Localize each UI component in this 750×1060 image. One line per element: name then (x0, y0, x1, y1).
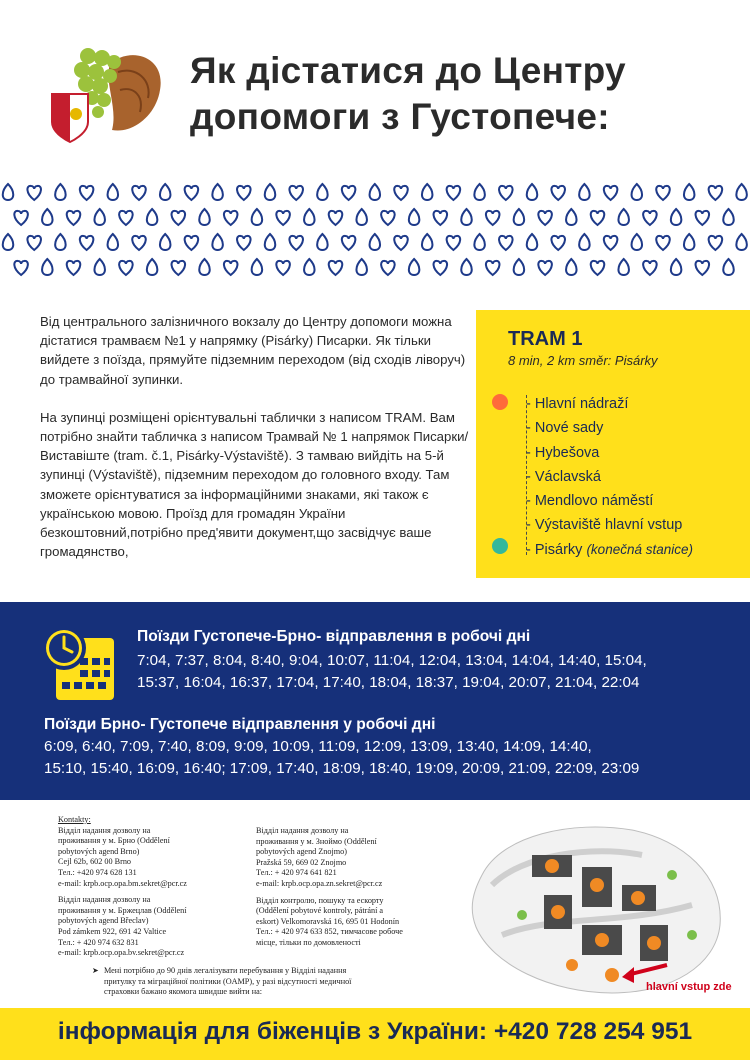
pattern-shape (474, 234, 485, 250)
pattern-shape (119, 211, 133, 225)
arrow-icon: ➤ (92, 966, 99, 975)
pattern-shape (132, 236, 146, 250)
pattern-shape (736, 184, 747, 200)
footer-bar (0, 1008, 750, 1060)
pattern-shape (27, 186, 41, 200)
times-line: 7:04, 7:37, 8:04, 8:40, 9:04, 10:07, 11:04, 12:04, 13:04, 14:04, 14:40, 15:04, (137, 652, 647, 669)
pattern-shape (42, 209, 53, 225)
pattern-shape (381, 211, 395, 225)
pattern-shape (55, 184, 66, 200)
contact-line: місце, тільки по домовленості (256, 937, 361, 947)
start-marker-icon (492, 394, 508, 410)
contacts-heading: Kontakty: (58, 815, 91, 824)
pattern-shape (696, 261, 710, 275)
pattern-shape (671, 209, 682, 225)
pattern-shape (643, 261, 657, 275)
end-marker-icon (492, 538, 508, 554)
tram-subtitle: 8 min, 2 km směr: Pisárky (508, 353, 658, 368)
train-schedule-band (0, 602, 750, 800)
tram-stop: - Hlavní nádraží (526, 396, 629, 412)
pattern-shape (422, 234, 433, 250)
pattern-shape (656, 236, 670, 250)
pattern-shape (342, 186, 356, 200)
contact-line: Тел.: + 420 974 632 831 (58, 937, 139, 947)
contact-line: Відділ контролю, пошуку та ескорту (256, 895, 384, 905)
pattern-shape (147, 209, 158, 225)
pattern-shape (409, 209, 420, 225)
contact-email[interactable]: e-mail: krpb.ocp.opa.bm.sekret@pcr.cz (58, 878, 187, 888)
schedule-title-brno-hustopece: Поїзди Брно- Густопече відправлення у робочі дні (44, 716, 436, 733)
pattern-shape (329, 261, 343, 275)
pattern-shape (119, 261, 133, 275)
pattern-shape (370, 184, 381, 200)
pattern-shape (224, 211, 238, 225)
pattern-shape (447, 186, 461, 200)
pattern-shape (252, 259, 263, 275)
contact-line: Відділ надання дозволу на (256, 826, 349, 835)
contact-line: Cejl 62b, 602 00 Brno (58, 857, 132, 867)
times-line: 15:10, 15:40, 16:09, 16:40; 17:09, 17:40, 18:09, 18:40, 19:09, 20:09, 21:09, 22:09, 23:09 (44, 760, 640, 777)
contact-line: Відділ надання дозволу на (58, 895, 151, 905)
pattern-shape (604, 236, 618, 250)
pattern-shape (486, 211, 500, 225)
pattern-shape (160, 234, 171, 250)
title-line-2: допомоги з Густопече: (190, 96, 610, 137)
contact-email[interactable]: e-mail: krpb.ocp.opa.bv.sekret@pcr.cz (58, 948, 185, 958)
pattern-shape (381, 261, 395, 275)
pattern-shape (696, 211, 710, 225)
pattern-shape (709, 186, 723, 200)
pattern-shape (461, 259, 472, 275)
pattern-shape (342, 236, 356, 250)
pattern-shape (527, 234, 538, 250)
contact-line: проживання у м. Брно (Oddělení (58, 836, 170, 846)
pattern-shape (289, 186, 303, 200)
times-line: 15:37, 16:04, 16:37, 17:04, 17:40, 18:04, 18:37, 19:04, 20:07, 21:04, 22:04 (137, 674, 640, 691)
contacts-left (58, 815, 238, 965)
map-entrance-label: hlavní vstup zde (646, 981, 732, 993)
pattern-shape (551, 186, 565, 200)
pattern-shape (604, 186, 618, 200)
pattern-shape (736, 234, 747, 250)
pattern-shape (199, 209, 210, 225)
final-stop-note: (konečná stanice) (586, 541, 693, 557)
pattern-shape (3, 234, 14, 250)
oamp-note (92, 966, 404, 998)
clock-calendar-icon (40, 624, 118, 704)
pattern-shape (709, 236, 723, 250)
pattern-shape (394, 186, 408, 200)
pattern-shape (723, 259, 734, 275)
times-line: 6:09, 6:40, 7:09, 7:40, 8:09, 9:09, 10:09, 11:09, 12:09, 13:09, 13:40, 14:09, 14:40, (44, 738, 592, 755)
pattern-shape (499, 236, 513, 250)
pattern-shape (394, 236, 408, 250)
pattern-shape (147, 259, 158, 275)
pattern-shape (237, 236, 251, 250)
contact-breclav (58, 895, 238, 959)
pattern-shape (185, 186, 199, 200)
pattern-shape (67, 211, 81, 225)
pattern-shape (591, 211, 605, 225)
pattern-shape (252, 209, 263, 225)
page-title (190, 48, 730, 140)
pattern-shape (317, 184, 328, 200)
pattern-shape (566, 259, 577, 275)
final-stop-name: - Pisárky (526, 541, 583, 558)
pattern-shape (304, 259, 315, 275)
pattern-shape (514, 209, 525, 225)
pattern-shape (684, 184, 695, 200)
pattern-shape (447, 236, 461, 250)
pattern-shape (566, 209, 577, 225)
pattern-shape (237, 186, 251, 200)
pattern-shape (486, 261, 500, 275)
pattern-shape (289, 236, 303, 250)
tram-info-box (476, 310, 750, 578)
contact-line: проживання у м. Бржецлав (Oddělení (58, 905, 187, 915)
intro-paragraph-1: Від центрального залізничного вокзалу до Центру допомоги можна дістатися трамваєм №1 у напрямку (Pisárky) Писарки. Як тільки вийдете з поїзда, прямуйте підземним переходом (від сходів ліворуч) до трамвайної зупинки. (40, 314, 466, 387)
pattern-shape (276, 261, 290, 275)
pattern-shape (317, 234, 328, 250)
pattern-shape (538, 211, 552, 225)
tram-stop: - Václavská (526, 468, 601, 485)
contact-line: проживання у м. Зноймо (Oddělení (256, 836, 377, 846)
pattern-shape (656, 186, 670, 200)
footer-hotline[interactable]: інформація для біженців з України: +420 728 254 951 (57, 1018, 693, 1045)
grapes-almond-logo (48, 38, 168, 148)
header (0, 0, 750, 170)
exhibition-map (462, 815, 734, 1000)
contact-line: (Oddělení pobytové kontroly, pátrání a (256, 906, 384, 916)
pattern-shape (199, 259, 210, 275)
pattern-shape (527, 184, 538, 200)
pattern-shape (618, 209, 629, 225)
pattern-shape (643, 211, 657, 225)
pattern-shape (55, 234, 66, 250)
intro-paragraph-2: На зупинці розміщені орієнтувальні таблички з написом TRAM. Вам потрібно знайти табличка з написом Трамвай № 1 напрямок Писарки/Виставіште (tram. č.1, Pisárky-Výstaviště). З тамваю вийдіть на 5-й зупинці (Výstaviště), підземним переходом до головного входу. Там зможете орієнтуватися за інформаційними знаками, які також є українською мовою. Проїзд для громадян України безкоштовний,потрібно пред'явити документ,що засвідчує ваше громадянство, (40, 409, 469, 560)
pattern-shape (356, 259, 367, 275)
pattern-shape (14, 211, 28, 225)
note-line: притулку та міграційної політики (OAMP), у разі відсутності медичної (104, 976, 352, 986)
tram-title: TRAM 1 (508, 328, 583, 350)
pattern-shape (579, 184, 590, 200)
decorative-pattern (0, 180, 750, 280)
pattern-shape (224, 261, 238, 275)
pattern-shape (160, 184, 171, 200)
pattern-shape (132, 186, 146, 200)
tram-stop: - Mendlovo náměstí (526, 493, 654, 510)
pattern-shape (551, 236, 565, 250)
pattern-shape (329, 211, 343, 225)
tram-stops-list (526, 392, 693, 562)
pattern-shape (422, 184, 433, 200)
pattern-shape (108, 234, 119, 250)
pattern-shape (212, 234, 223, 250)
pattern-shape (80, 236, 94, 250)
pattern-shape (409, 259, 420, 275)
pattern-shape (684, 234, 695, 250)
schedule-times-hustopece-brno (137, 650, 647, 694)
contact-escort (256, 896, 436, 949)
tram-stop: - Hybešova (526, 444, 600, 461)
pattern-shape (172, 261, 186, 275)
pattern-shape (185, 236, 199, 250)
contact-line: pobytových agend Brno) (58, 846, 140, 856)
contact-line: Pražská 59, 669 02 Znojmo (256, 857, 347, 867)
schedule-times-brno-hustopece (44, 736, 639, 780)
pattern-shape (434, 211, 448, 225)
tram-stop-final (526, 538, 693, 562)
pattern-shape (434, 261, 448, 275)
pattern-shape (212, 184, 223, 200)
intro-text (40, 312, 470, 580)
pattern-shape (723, 209, 734, 225)
pattern-shape (538, 261, 552, 275)
contact-line: pobytových agend Břeclav) (58, 916, 149, 926)
pattern-shape (94, 259, 105, 275)
pattern-shape (27, 236, 41, 250)
pattern-shape (618, 259, 629, 275)
pattern-shape (671, 259, 682, 275)
contact-brno (58, 826, 238, 890)
pattern-shape (108, 184, 119, 200)
pattern-shape (579, 234, 590, 250)
contact-line: Відділ надання дозволу на (58, 825, 151, 835)
pattern-shape (42, 259, 53, 275)
contacts-middle (256, 826, 436, 955)
tram-stop: - Výstaviště hlavní vstup (526, 517, 683, 534)
contact-line: Тел.: + 420 974 641 821 (256, 868, 337, 878)
pattern-shape (3, 184, 14, 200)
pattern-shape (514, 259, 525, 275)
tram-stop: - Nové sady (526, 420, 604, 437)
note-line: Мені потрібно до 90 днів легалізувати перебування у Відділі надання (104, 966, 347, 975)
schedule-title-hustopece-brno: Поїзди Густопече-Брно- відправлення в робочі дні (137, 628, 531, 645)
pattern-shape (265, 184, 276, 200)
pattern-shape (172, 211, 186, 225)
pattern-shape (356, 209, 367, 225)
contact-line: Тел.: +420 974 628 131 (58, 867, 137, 877)
pattern-shape (276, 211, 290, 225)
pattern-shape (370, 234, 381, 250)
pattern-shape (67, 261, 81, 275)
pattern-shape (94, 209, 105, 225)
pattern-shape (14, 261, 28, 275)
pattern-shape (632, 234, 643, 250)
contact-line: eskort) Velkomoravská 16, 695 01 Hodonín (256, 916, 400, 926)
pattern-shape (474, 184, 485, 200)
pattern-shape (632, 184, 643, 200)
pattern-shape (461, 209, 472, 225)
pattern-shape (80, 186, 94, 200)
pattern-shape (265, 234, 276, 250)
pattern-shape (499, 186, 513, 200)
contact-line: Тел.: + 420 974 633 852, тимчасове робоче (256, 927, 403, 937)
pattern-shape (591, 261, 605, 275)
contact-znojmo (256, 826, 436, 890)
contact-line: Pod zámkem 922, 691 42 Valtice (58, 926, 167, 936)
note-line: страховки бажано якомога швидше вийти на: (104, 987, 263, 997)
contact-line: pobytových agend Znojmo) (256, 847, 347, 857)
title-line-1: Як дістатися до Центру (190, 50, 626, 91)
pattern-shape (304, 209, 315, 225)
contact-email[interactable]: e-mail: krpb.ocp.opa.zn.sekret@pcr.cz (256, 878, 383, 888)
